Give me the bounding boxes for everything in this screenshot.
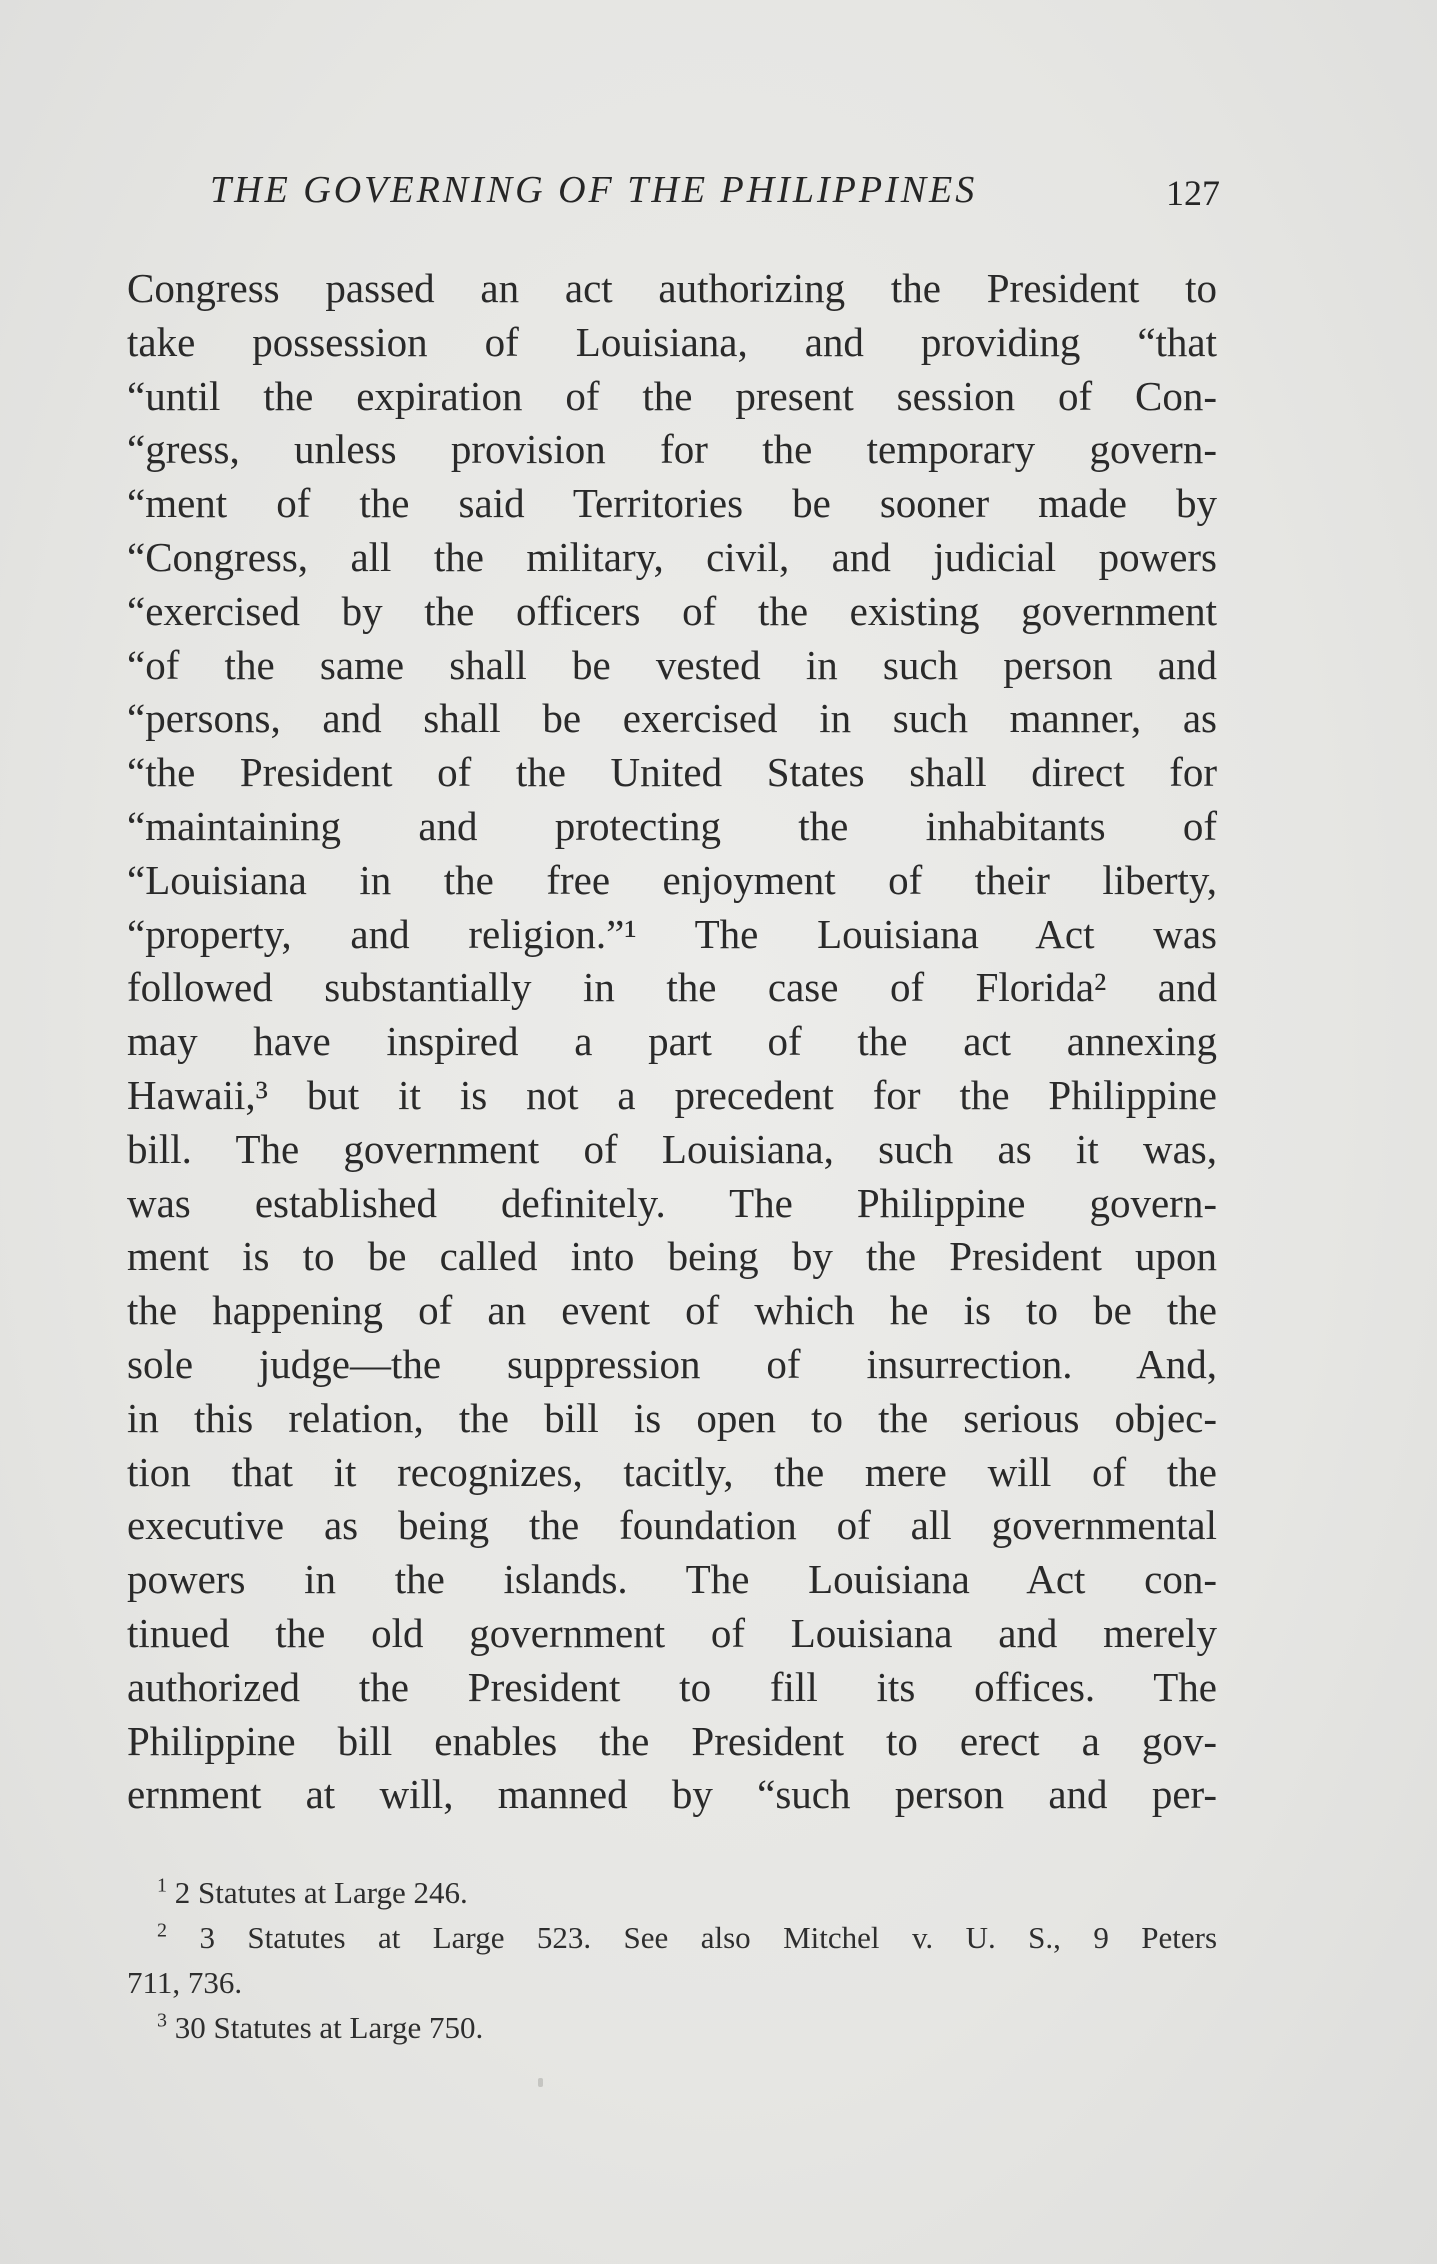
text-line: “property, and religion.”¹ The Louisiana Act was — [127, 910, 1217, 957]
text-line: sole judge—the suppression of insurrection. And, — [127, 1340, 1217, 1387]
footnote-2 — [127, 1915, 1217, 1960]
footnote-text: 711, 736. — [127, 1965, 243, 2000]
text-line: followed substantially in the case of Florida² and — [127, 964, 1217, 1011]
text-line: may have inspired a part of the act annexing — [127, 1018, 1217, 1065]
text-line: bill. The government of Louisiana, such as it was, — [127, 1125, 1217, 1172]
text-line: ernment at will, manned by “such person and per- — [127, 1771, 1217, 1818]
text-line: “gress, unless provision for the temporary govern- — [127, 426, 1217, 473]
text-line: take possession of Louisiana, and providing “that — [127, 318, 1217, 365]
footnote-3 — [127, 2005, 1217, 2050]
text-line: authorized the President to fill its offices. The — [127, 1663, 1217, 1710]
text-line: executive as being the foundation of all governmental — [127, 1502, 1217, 1549]
text-line: Congress passed an act authorizing the President to — [127, 265, 1217, 311]
text-line: “maintaining and protecting the inhabitants of — [127, 802, 1217, 849]
text-line: “of the same shall be vested in such person and — [127, 641, 1217, 688]
footnote-marker: 3 — [157, 2009, 167, 2032]
text-line: “Louisiana in the free enjoyment of their liberty, — [127, 856, 1217, 903]
text-line: “persons, and shall be exercised in such manner, as — [127, 695, 1217, 742]
footnote-2-continuation — [127, 1960, 1217, 2005]
text-line: was established definitely. The Philippine govern- — [127, 1179, 1217, 1226]
text-line: powers in the islands. The Louisiana Act con- — [127, 1556, 1217, 1603]
text-line: ment is to be called into being by the President upon — [127, 1233, 1217, 1280]
text-line: “exercised by the officers of the existing government — [127, 587, 1217, 634]
footnotes — [127, 1870, 1217, 2050]
text-line: “ment of the said Territories be sooner made by — [127, 480, 1217, 527]
text-line: Hawaii,³ but it is not a precedent for the Philippine — [127, 1071, 1217, 1118]
text-line: “the President of the United States shall direct for — [127, 749, 1217, 796]
footnote-text: 3 Statutes at Large 523. See also Mitchel v. U. S., 9 Peters — [199, 1920, 1218, 1955]
text-line: tinued the old government of Louisiana and merely — [127, 1609, 1217, 1656]
footnote-marker: 2 — [157, 1919, 167, 1942]
footnote-text: 30 Statutes at Large 750. — [174, 2010, 484, 2045]
running-head — [210, 168, 1220, 228]
text-line: “Congress, all the military, civil, and judicial powers — [127, 533, 1217, 580]
text-line: tion that it recognizes, tacitly, the mere will of the — [127, 1448, 1217, 1495]
text-line: the happening of an event of which he is to be the — [127, 1287, 1217, 1334]
body-text — [127, 262, 1217, 1822]
text-line: in this relation, the bill is open to the serious objec- — [127, 1394, 1217, 1441]
paper-speck — [538, 2078, 543, 2087]
footnote-1 — [127, 1870, 1217, 1915]
footnote-text: 2 Statutes at Large 246. — [174, 1875, 468, 1910]
text-line: “until the expiration of the present session of Con- — [127, 372, 1217, 419]
running-title: THE GOVERNING OF THE PHILIPPINES — [210, 169, 978, 211]
footnote-marker: 1 — [157, 1874, 167, 1897]
text-line: Philippine bill enables the President to erect a gov- — [127, 1717, 1217, 1764]
page-number: 127 — [1166, 173, 1220, 213]
